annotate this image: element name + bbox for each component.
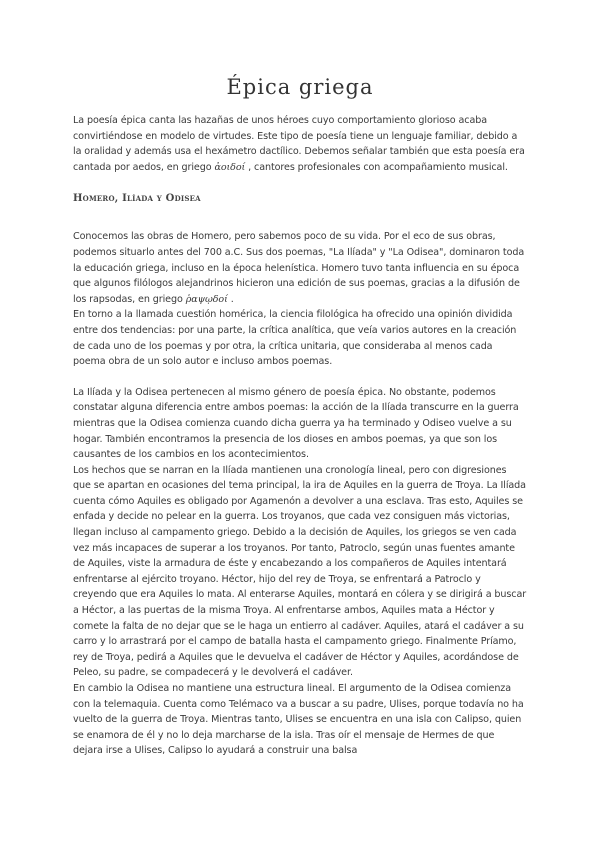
comparison-paragraph: La Ilíada y la Odisea pertenecen al mismo género de poesía épica. No obstante, podemos constatar alguna diferencia entre ambos poemas: la acción de la Ilíada transcurre en la guerra mientras que la Odisea comienza cuando dicha guerra ya ha terminado y Odiseo vuelve a su hogar. También encontramos la presencia de los dioses en ambos poemas, ya que son los causantes de los cambios en los acontecimientos. — [73, 386, 519, 461]
intro-paragraph — [73, 113, 527, 175]
intro-text-before: La poesía épica canta las hazañas de unos héroes cuyo comportamiento glorioso acaba convirtiéndose en modelo de virtudes. Este tipo de poesía tiene un lenguaje familiar, debido a la oralidad y además usa el hexámetro dactílico. Debemos señalar también que esta poesía era cantada por aedos, en griego — [73, 115, 525, 173]
intro-text-after: , cantores profesionales con acompañamiento musical. — [245, 161, 508, 173]
section-heading: Homero, Ilíada y Odisea — [73, 193, 201, 205]
iliada-paragraph: Los hechos que se narran en la Ilíada mantienen una cronología lineal, pero con digresiones que se apartan en ocasiones del tema principal, la ira de Aquiles en la guerra de Troya. La Ilíada cuenta cómo Aquiles es obligado por Agamenón a devolver a una esclava. Tras esto, Aquiles se enfada y decide no pelear en la guerra. Los troyanos, que cada vez consiguen más victorias, llegan incluso al campamento griego. Debido a la decisión de Aquiles, los griegos se ven cada vez más incapaces de superar a los troyanos. Por tanto, Patroclo, según unas fuentes amante de Aquiles, viste la armadura de éste y encabezando a los compañeros de Aquiles intentará enfrentarse al ejército troyano. Héctor, hijo del rey de Troya, se enfrentará a Patroclo y creyendo que era Aquiles lo mata. Al enterarse Aquiles, montará en cólera y se dirigirá a buscar a Héctor, a las puertas de la misma Troya. Al enfrentarse ambos, Aquiles mata a Héctor y comete la falta de no dejar que se le haga un entierro al cadáver. Aquiles, atará el cadáver a su carro y lo arrastrará por el campo de batalla hasta el campamento griego. Finalmente Príamo, rey de Troya, pedirá a Aquiles que le devuelva el cadáver de Héctor y Aquiles, acordándose de Peleo, su padre, se compadecerá y le devolverá el cadáver. — [73, 464, 527, 679]
homero-paragraph — [73, 229, 527, 307]
homero-greek-word: ῥαψῳδοί — [185, 293, 228, 305]
section-block-homero — [73, 229, 527, 369]
homero-text-before: Conocemos las obras de Homero, pero sabemos poco de su vida. Por el eco de sus obras, podemos situarlo antes del 700 a.C. Sus dos poemas, "La Ilíada" y "La Odisea", dominaron toda la educación griega, incluso en la época helenística. Homero tuvo tanta influencia en su época que algunos filólogos alejandrinos hicieron una edición de sus poemas, gracias a la difusión de los rapsodas, en griego — [73, 231, 525, 305]
homero-text-after: . — [227, 293, 234, 305]
cuestion-homerica-paragraph: En torno a la llamada cuestión homérica, la ciencia filológica ha ofrecido una opinión dividida entre dos tendencias: por una parte, la crítica analítica, que veía varios autores en la creación de cada uno de los poemas y por otra, la crítica unitaria, que consideraba al menos cada poema obra de un solo autor e incluso ambos poemas. — [73, 309, 517, 368]
odisea-paragraph: En cambio la Odisea no mantiene una estructura lineal. El argumento de la Odisea comienza con la telemaquia. Cuenta como Telémaco va a buscar a su padre, Ulises, porque todavía no ha vuelto de la guerra de Troya. Mientras tanto, Ulises se encuentra en una isla con Calipso, quien se enamora de él y no lo deja marcharse de la isla. Tras oír el mensaje de Hermes de que dejara irse a Ulises, Calipso lo ayudará a construir una balsa — [73, 683, 524, 757]
page-title: Épica griega — [226, 75, 374, 99]
intro-greek-word: ἀοιδοί — [214, 161, 246, 173]
section-block-poemas — [73, 385, 527, 759]
